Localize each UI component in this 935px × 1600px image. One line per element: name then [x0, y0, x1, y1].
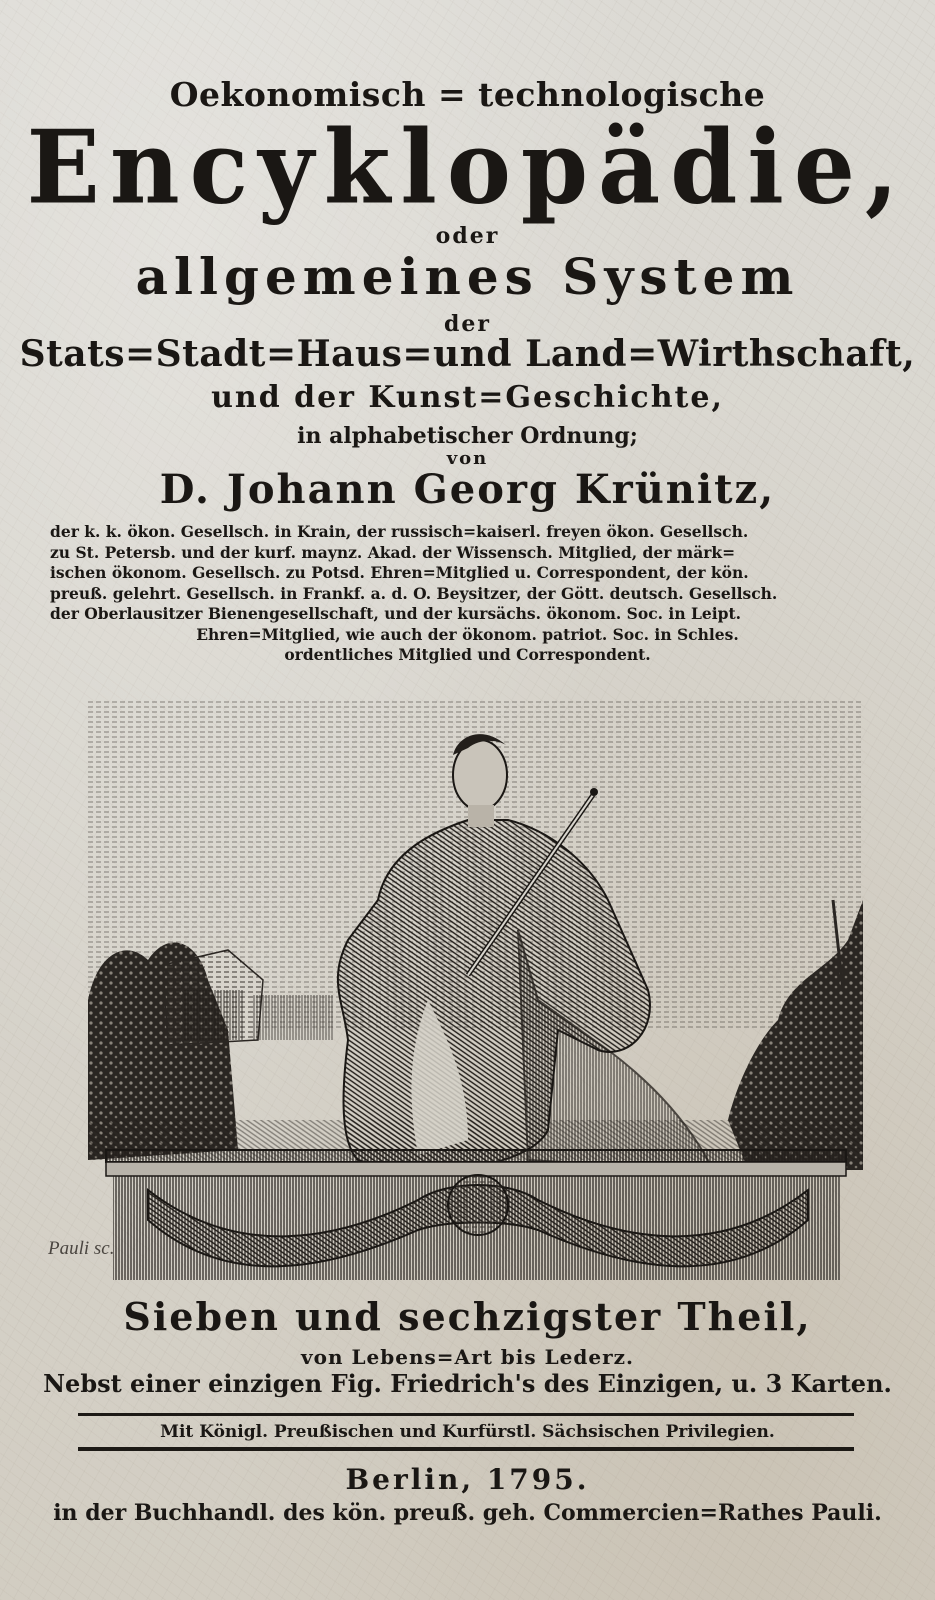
imprint-publisher: in der Buchhandl. des kön. preuß. geh. Commercien=Rathes Pauli. — [53, 1500, 882, 1526]
engraver-signature: Pauli sc. — [48, 1238, 115, 1259]
imprint-place-year: Berlin, 1795. — [345, 1463, 590, 1496]
credential-line: zu St. Petersb. und der kurf. maynz. Akad. der Wissensch. Mitglied, der märk= — [50, 542, 736, 562]
arrangement: in alphabetischer Ordnung; — [297, 423, 638, 449]
credential-line: der k. k. ökon. Gesellsch. in Krain, der russisch=kaiserl. freyen ökon. Gesellsch. — [50, 522, 749, 541]
by-line: von — [446, 448, 489, 469]
subject-line: Stats=Stadt=Haus=und Land=Wirthschaft, — [19, 333, 916, 375]
credential-line: Ehren=Mitglied, wie auch der ökonom. patriot. Soc. in Schles. — [196, 624, 739, 644]
credential-line: preuß. gelehrt. Gesellsch. in Frankf. a. d. O. Beysitzer, der Gött. deutsch. Gesellsch. — [50, 583, 778, 603]
subject-line-2: und der Kunst=Geschichte, — [211, 380, 724, 415]
credential-line: der Oberlausitzer Bienengesellschaft, und der kursächs. ökonom. Soc. in Leipt. — [50, 604, 742, 623]
subtitle-top: Oekonomisch = technologische — [169, 75, 766, 114]
alt-title: allgemeines System — [135, 247, 800, 306]
main-title: Encyklopädie, — [26, 108, 909, 227]
credential-line: ordentliches Mitglied und Correspondent. — [284, 645, 651, 664]
engraving-illustration — [88, 700, 863, 1280]
supplement-note: Nebst einer einzigen Fig. Friedrich's des Einzigen, u. 3 Karten. — [43, 1369, 892, 1398]
volume-number: Sieben und sechzigster Theil, — [123, 1294, 812, 1339]
author-credentials — [50, 522, 885, 666]
credential-line: ischen ökonom. Gesellsch. zu Potsd. Ehren=Mitglied u. Correspondent, der kön. — [50, 563, 749, 582]
volume-range: von Lebens=Art bis Lederz. — [301, 1345, 634, 1369]
divider-rule — [78, 1413, 854, 1416]
conjunction: oder — [435, 223, 500, 249]
divider-rule — [78, 1447, 854, 1451]
article: der — [444, 311, 491, 337]
privilege-note: Mit Königl. Preußischen und Kurfürstl. Sächsischen Privilegien. — [160, 1422, 775, 1442]
author-name: D. Johann Georg Krünitz, — [159, 466, 776, 513]
